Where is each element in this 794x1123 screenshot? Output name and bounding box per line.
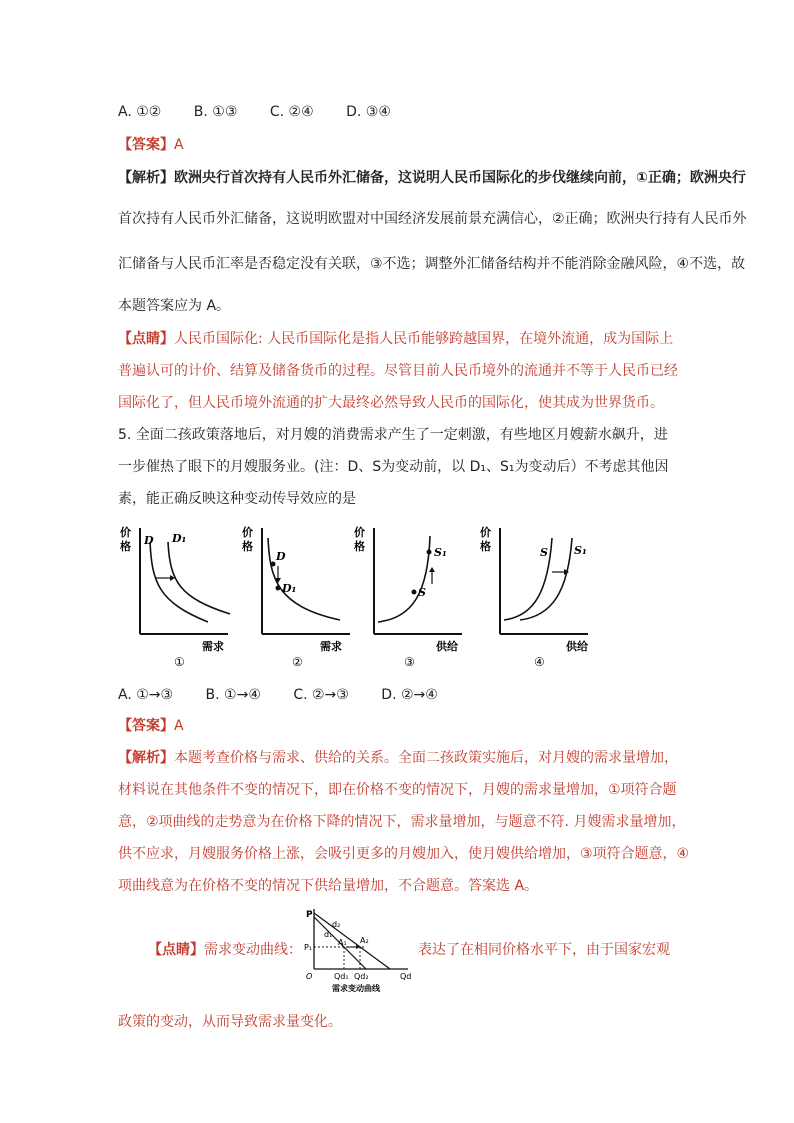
graph-2-ylabel-1: 价 [242,526,253,539]
q4-option-c: C. ②④ [269,104,314,120]
graph-2 [240,522,360,676]
q4-analysis-tag: 【解析】 [118,170,174,186]
q4-option-d: D. ③④ [346,104,391,120]
q5-answer [118,716,184,736]
q5-option-c: C. ②→③ [293,687,349,703]
q4-analysis-line-4: 本题答案应为 A。 [118,298,231,314]
graph-4-curve2-label: S₁ [574,544,587,557]
q5-stem-line-1: 5. 全面二孩政策落地后，对月嫂的消费需求产生了一定刺激，有些地区月嫂薪水飙升，进 [118,427,668,443]
graph-4-curve1-label: S [540,546,548,559]
mini-p1-label: P₁ [304,943,313,952]
mini-qd2-label: Qd₂ [354,972,369,981]
q4-answer [118,135,184,155]
q5-stem-line-2: 一步催热了眼下的月嫂服务业。(注：D、S为变动前，以 D₁、S₁为变动后）不考虑其他因 [118,459,669,475]
graph-1-ylabel-1: 价 [120,526,131,539]
q5-analysis-line-3: 意，②项曲线的走势意为在价格下降的情况下，需求量增加，与题意不符. 月嫂需求量增加， [118,814,686,830]
graph-3-point-s [412,590,417,595]
graph-3-ylabel-2: 格 [354,540,365,553]
mini-curve-d2 [314,913,390,969]
graph-1-curve-d [150,542,208,622]
q5-analysis-text-1: 本题考查价格与需求、供给的关系。全面二孩政策实施后，对月嫂的需求量增加， [174,750,678,766]
q4-analysis-text-1: 欧洲央行首次持有人民币外汇储备，这说明人民币国际化的步伐继续向前，①正确；欧洲央行 [174,170,746,186]
q5-point-after [418,940,670,960]
q4-answer-tag: 【答案】 [118,137,174,153]
graph-3-xlabel: 供给 [436,640,458,653]
graph-4-number: ④ [534,655,545,669]
q4-point-line-1 [118,329,673,349]
q4-analysis-line-1 [118,168,746,188]
graph-2-ylabel-2: 格 [242,540,253,553]
q5-analysis-line-2: 材料说在其他条件不变的情况下，即在价格不变的情况下，月嫂的需求量增加，①项符合题 [118,782,677,798]
graph-4-ylabel-2: 格 [480,540,491,553]
q4-option-a: A. ①② [118,104,162,120]
graph-3-curve-s [378,536,430,622]
mini-p-label: P [306,910,313,920]
q5-answer-tag: 【答案】 [118,718,174,734]
graph-2-point-d [271,562,276,567]
mini-a2-label: A₂ [360,936,369,945]
q4-answer-value: A [174,137,184,153]
q4-point-text-1: 人民币国际化: 人民币国际化是指人民币能够跨越国界，在境外流通，成为国际上 [174,331,674,347]
mini-qd1-label: Qd₁ [334,972,349,981]
graph-3-ylabel-1: 价 [354,526,365,539]
q5-options [118,685,466,705]
q5-point-last: 政策的变动，从而导致需求量变化。 [118,1014,342,1030]
q4-point-line-3: 国际化了，但人民币境外流通的扩大最终必然导致人民币的国际化，使其成为世界货币。 [118,395,664,411]
q5-analysis-line-5: 项曲线意为在价格不变的情况下供给量增加，不合题意。答案选 A。 [118,878,539,894]
q4-analysis-line-3: 汇储备与人民币汇率是否稳定没有关联，③不选；调整外汇储备结构并不能消除金融风险，④不选，故 [118,256,746,272]
q5-option-a: A. ①→③ [118,687,174,703]
graph-3-point-s1 [427,550,432,555]
q4-options [118,102,419,122]
graph-1-curve-d1 [168,542,230,614]
graph-2-curve1-label: D [276,550,286,563]
graph-3-curve1-label: S₁ [434,546,447,559]
graph-3-curve2-label: S [418,586,426,599]
q5-analysis-line-1 [118,748,678,768]
graph-2-curve2-label: D₁ [282,582,297,595]
q5-analysis-tag: 【解析】 [118,750,174,766]
q4-option-b: B. ①③ [193,104,238,120]
q5-stem-line-3: 素，能正确反映这种变动传导效应的是 [118,491,356,507]
graph-1 [118,522,238,676]
q5-answer-value: A [174,718,184,734]
graph-3-arrowhead [429,567,435,572]
demand-shift-mini-chart [304,905,420,997]
graph-1-xlabel: 需求 [202,640,224,653]
mini-qd-label: Qd [400,972,412,981]
mini-d1-label: d₁ [324,930,333,939]
q5-option-b: B. ①→④ [205,687,261,703]
q5-analysis-line-4: 供不应求，月嫂服务价格上涨，会吸引更多的月嫂加入，使月嫂供给增加，③项符合题意，④ [118,846,690,862]
graph-2-xlabel: 需求 [320,640,342,653]
graph-3-number: ③ [404,655,415,669]
mini-d2-label: d₂ [332,920,341,929]
q4-point-line-2: 普遍认可的计价、结算及储备货币的过程。尽管目前人民币境外的流通并不等于人民币已经 [118,363,678,379]
graph-1-ylabel-2: 格 [120,540,131,553]
graph-2-number: ② [292,655,303,669]
q4-analysis-line-2: 首次持有人民币外汇储备，这说明欧盟对中国经济发展前景充满信心，②正确；欧洲央行持有人民币外 [118,211,747,227]
q4-point-tag: 【点睛】 [118,331,174,347]
graph-1-curve2-label: D₁ [172,532,187,545]
mini-a1-label: A₁ [338,938,347,947]
graph-4-ylabel-1: 价 [480,526,491,539]
mini-caption: 需求变动曲线 [332,984,380,993]
graph-1-curve1-label: D [144,534,154,547]
graph-1-number: ① [174,655,185,669]
q5-point-line-1 [148,940,302,960]
q5-point-label: 需求变动曲线： [204,942,302,958]
graph-3 [352,522,472,676]
graph-2-point-d1 [276,586,281,591]
mini-o-label: O [306,972,313,981]
graph-4 [478,522,598,676]
graph-4-xlabel: 供给 [566,640,588,653]
q5-point-after-text: 表达了在相同价格水平下，由于国家宏观 [418,942,670,958]
q5-point-tag: 【点睛】 [148,942,204,958]
q5-option-d: D. ②→④ [381,687,438,703]
